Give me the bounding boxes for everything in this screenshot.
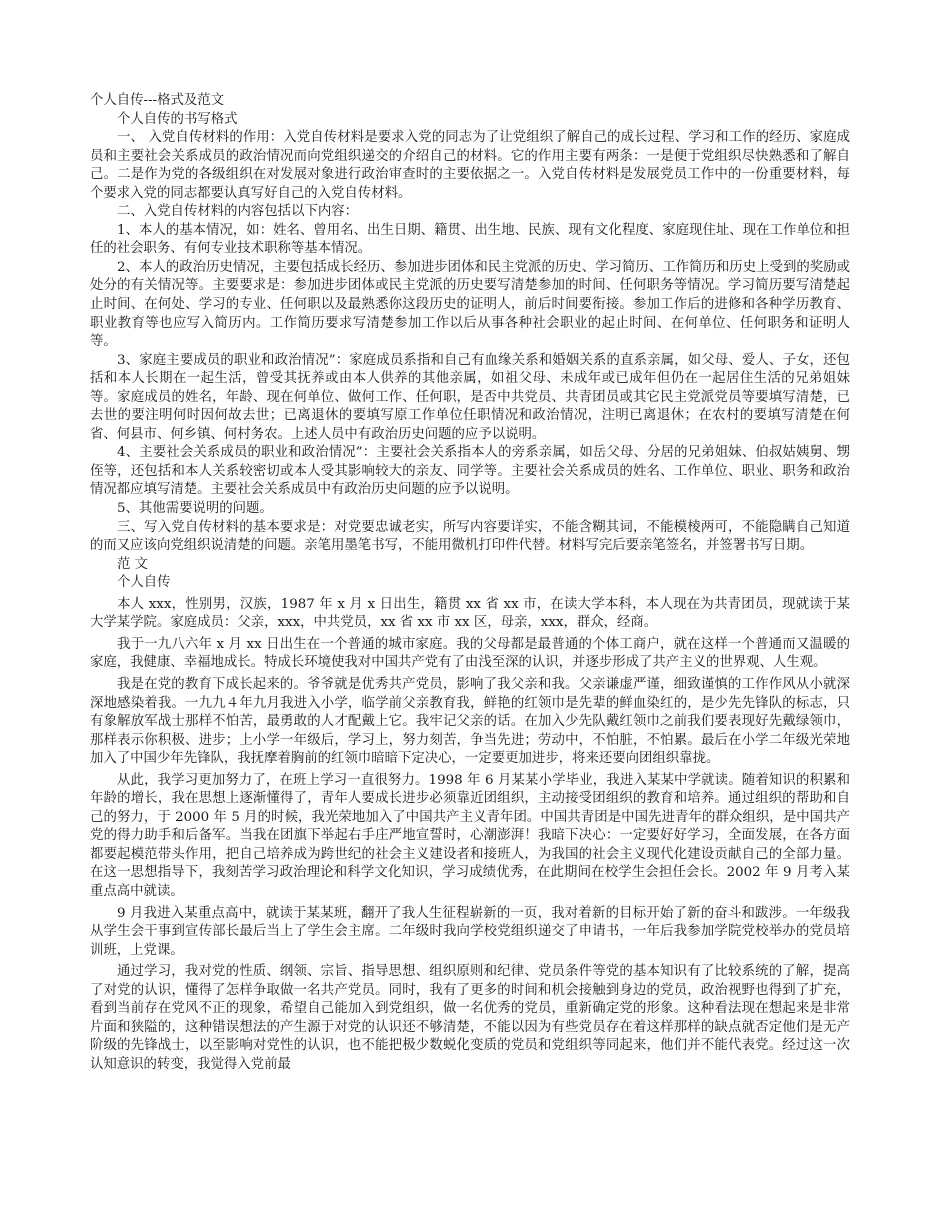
paragraph: 3、家庭主要成员的职业和政治情况”：家庭成员系指和自己有血缘关系和婚姻关系的直系亲属，如父母、爱人、子女，还包括和本人长期在一起生活，曾受其抚养或由本人供养的其他亲属，如祖父母、未成年或已成年但仍在一起居住生活的兄弟姐妹等。家庭成员的姓名，年龄、现在何单位、做何工作、任何职，是否中共党员、共青团员或其它民主党派党员等要填写清楚，已去世的要注明何时因何故去世；已离退休的要填写原工作单位任职情况和政治情况，注明已离退休；在农村的要填写清楚在何省、何县市、何乡镇、何村务农。上述人员中有政治历史问题的应予以说明。 <box>90 352 850 442</box>
paragraph: 我是在党的教育下成长起来的。爷爷就是优秀共产党员，影响了我父亲和我。父亲谦虚严谨，细致谨慎的工作作风从小就深深地感染着我。一九九４年九月我进入小学，临学前父亲教育我，鲜艳的红领巾是先辈的鲜血染红的，是少先先锋队的标志，只有象解放军战士那样不怕苦，最勇敢的人才配戴上它。我牢记父亲的话。在加入少先队戴红领巾之前我们要表现好先戴绿领巾，那样表示你积极、进步；上小学一年级后，学习上，努力刻苦，争当先进；劳动中，不怕脏，不怕累。最后在小学二年级光荣地加入了中国少年先锋队，我抚摩着胸前的红领巾暗暗下定决心，一定要更加进步，将来还要向团组织靠拢。 <box>90 676 850 767</box>
paragraph: 4、主要社会关系成员的职业和政治情况”：主要社会关系指本人的旁系亲属，如岳父母、分居的兄弟姐妹、伯叔姑姨舅、甥侄等，还包括和本人关系较密切或本人受其影响较大的亲友、同学等。主要社会关系成员的姓名、工作单位、职业、职务和政治情况都应填写清楚。主要社会关系成员中有政治历史问题的应予以说明。 <box>90 445 850 498</box>
paragraph: 三、写入党自传材料的基本要求是：对党要忠诚老实，所写内容要详实，不能含糊其词，不能模棱两可，不能隐瞒自己知道的而又应该向党组织说清楚的问题。亲笔用墨笔书写，不能用微机打印件代替。材料写完后要亲笔签名，并签署书写日期。 <box>90 519 850 554</box>
paragraph: 本人 xxx，性别男，汉族，1987 年 x 月 x 日出生，籍贯 xx 省 xx 市，在读大学本科，本人现在为共青团员，现就读于某大学某学院。家庭成员：父亲，xxx，中共党员，xx 省 xx 市 xx 区，母亲，xxx，群众，经商。 <box>90 596 850 631</box>
section-heading: 个人自传 <box>117 575 171 591</box>
section-heading: 个人自传的书写格式 <box>117 111 238 127</box>
paragraph: 2、本人的政治历史情况，主要包括成长经历、参加进步团体和民主党派的历史、学习简历、工作简历和历史上受到的奖励或处分的有关情况等。主要要求是：参加进步团体或民主党派的历史要写清楚参加的时间、任何职务等情况。学习简历要写清楚起止时间、在何处、学习的专业、任何职以及最熟悉你这段历史的证明人，前后时间要衔接。参加工作后的进修和各种学历教育、职业教育等也应写入简历内。工作简历要求写清楚参加工作以后从事各种社会职业的起止时间、在何单位、任何职务和证明人等。 <box>90 259 850 350</box>
paragraph: 二、入党自传材料的内容包括以下内容： <box>117 204 359 220</box>
paragraph: 5、其他需要说明的问题。 <box>117 501 273 517</box>
paragraph: 1、本人的基本情况，如：姓名、曾用名、出生日期、籍贯、出生地、民族、现有文化程度、家庭现住址、现在工作单位和担任的社会职务、有何专业技术职称等基本情况。 <box>90 222 850 257</box>
paragraph: 9 月我进入某重点高中，就读于某某班，翻开了我人生征程崭新的一页，我对着新的目标开始了新的奋斗和跋涉。一年级我从学生会干事到宣传部长最后当上了学生会主席。二年级时我向学校党组织递交了申请书，一年后我参加学院党校举办的党员培训班，上党课。 <box>90 905 850 958</box>
document-page <box>90 92 850 1074</box>
paragraph: 从此，我学习更加努力了，在班上学习一直很努力。1998 年 6 月某某小学毕业，我进入某某中学就读。随着知识的积累和年龄的增长，我在思想上逐渐懂得了，青年人要成长进步必须靠近团组织，主动接受团组织的教育和培养。通过组织的帮助和自己的努力，于 2000 年 5 月的时候，我光荣地加入了中国共产主义青年团。中国共青团是中国先进青年的群众组织，是中国共产党的得力助手和后备军。当我在团旗下举起右手庄严地宣誓时，心潮澎湃！我暗下决心：一定要好好学习，全面发展，在各方面都要起模范带头作用，把自己培养成为跨世纪的社会主义建设者和接班人，为我国的社会主义现代化建设贡献自己的全部力量。在这一思想指导下，我刻苦学习政治理论和科学文化知识，学习成绩优秀，在此期间在校学生会担任会长。2002 年 9 月考入某重点高中就读。 <box>90 772 850 899</box>
section-heading: 范 文 <box>117 556 149 572</box>
paragraph: 我于一九八六年 x 月 xx 日出生在一个普通的城市家庭。我的父母都是最普通的个体工商户，就在这样一个普通而又温暖的家庭，我健康、幸福地成长。特成长环境使我对中国共产党有了由浅至深的认识，并逐步形成了共产主义的世界观、人生观。 <box>90 636 850 671</box>
paragraph: 通过学习，我对党的性质、纲领、宗旨、指导思想、组织原则和纪律、党员条件等党的基本知识有了比较系统的了解，提高了对党的认识，懂得了怎样争取做一名共产党员。同时，我有了更多的时间和机会接触到身边的党员，政治视野也得到了扩充，看到当前存在党风不正的现象，希望自己能加入到党组织，做一名优秀的党员，重新确定党的形象。这种看法现在想起来是非常片面和狭隘的，这种错误想法的产生源于对党的认识还不够清楚，不能以因为有些党员存在着这样那样的缺点就否定他们是无产阶级的先锋战士，以至影响对党性的认识，也不能把极少数蜕化变质的党员和党组织等同起来，他们并不能代表党。经过这一次认知意识的转变，我觉得入党前最 <box>90 964 850 1072</box>
document-title: 个人自传---格式及范文 <box>90 93 225 108</box>
paragraph: 一、 入党自传材料的作用：入党自传材料是要求入党的同志为了让党组织了解自己的成长过程、学习和工作的经历、家庭成员和主要社会关系成员的政治情况而向党组织递交的介绍自己的材料。它的作用主要有两条：一是便于党组织尽快熟悉和了解自己。二是作为党的各级组织在对发展对象进行政治审查时的主要依据之一。入党自传材料是发展党员工作中的一份重要材料，每个要求入党的同志都要认真写好自己的入党自传材料。 <box>90 130 850 201</box>
